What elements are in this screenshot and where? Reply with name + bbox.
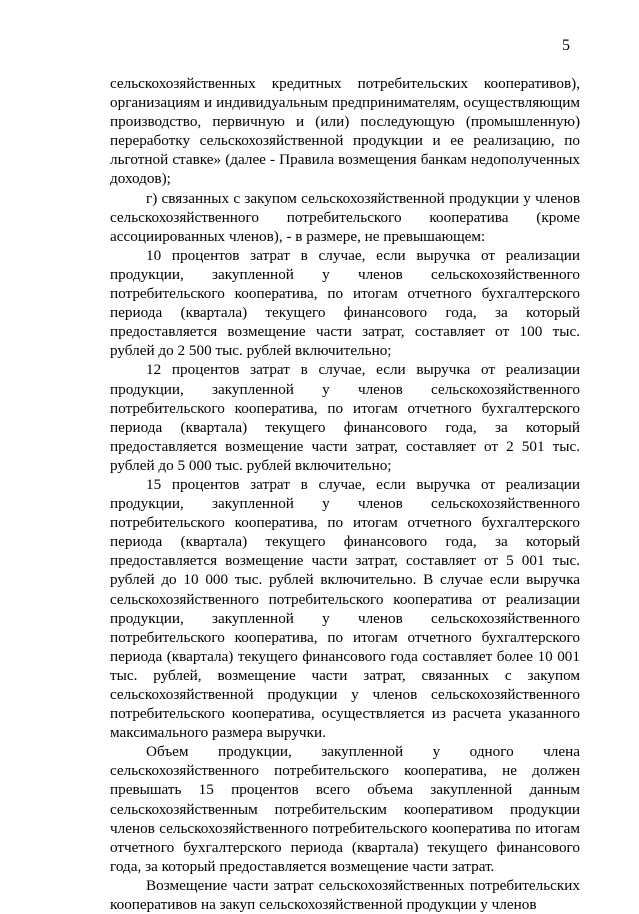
paragraph-reimbursement: Возмещение части затрат сельскохозяйственных потребительских кооперативов на закуп сельскохозяйственной продукции у членов bbox=[110, 876, 580, 914]
paragraph-item-g: г) связанных с закупом сельскохозяйственной продукции у членов сельскохозяйственного потребительского кооператива (кроме ассоциированных членов), - в размере, не превышающем: bbox=[110, 189, 580, 245]
paragraph-12-percent: 12 процентов затрат в случае, если выручка от реализации продукции, закупленной у членов сельскохозяйственного потребительского кооператива, по итогам отчетного бухгалтерского периода (квартала) текущего финансового года, за который предоставляется возмещение части затрат, составляет от 2 501 тыс. рублей до 5 000 тыс. рублей включительно; bbox=[110, 361, 580, 474]
paragraph-15-percent: 15 процентов затрат в случае, если выручка от реализации продукции, закупленной у членов сельскохозяйственного потребительского кооператива, по итогам отчетного бухгалтерского периода (квартала) текущего финансового года, за который предоставляется возмещение части затрат, составляет от 5 001 тыс. рублей до 10 000 тыс. рублей включительно. В случае если выручка сельскохозяйственного потребительского кооператива от реализации продукции, закупленной у членов сельскохозяйственного потребительского кооператива, по итогам отчетного бухгалтерского периода (квартала) текущего финансового года составляет более 10 001 тыс. рублей, возмещение части затрат, связанных с закупом сельскохозяйственной продукции у членов сельскохозяйственного потребительского кооператива, осуществляется из расчета указанного максимального размера выручки. bbox=[110, 475, 580, 742]
paragraph-volume-limit: Объем продукции, закупленной у одного члена сельскохозяйственного потребительского кооператива, не должен превышать 15 процентов всего объема закупленной данным сельскохозяйственным потребительским кооперативом продукции членов сельскохозяйственного потребительского кооператива по итогам отчетного бухгалтерского периода (квартала) текущего финансового года, за который предоставляется возмещение части затрат. bbox=[110, 743, 580, 875]
page-number: 5 bbox=[562, 37, 570, 54]
paragraph-continuation: сельскохозяйственных кредитных потребительских кооперативов), организациям и индивидуальным предпринимателям, осуществляющим производство, первичную и (или) последующую (промышленную) переработку сельскохозяйственной продукции и ее реализацию, по льготной ставке» (далее - Правила возмещения банкам недополученных доходов); bbox=[110, 75, 580, 188]
document-body bbox=[110, 74, 580, 914]
paragraph-10-percent: 10 процентов затрат в случае, если выручка от реализации продукции, закупленной у членов сельскохозяйственного потребительского кооператива, по итогам отчетного бухгалтерского периода (квартала) текущего финансового года, за который предоставляется возмещение части затрат, составляет от 100 тыс. рублей до 2 500 тыс. рублей включительно; bbox=[110, 246, 580, 360]
